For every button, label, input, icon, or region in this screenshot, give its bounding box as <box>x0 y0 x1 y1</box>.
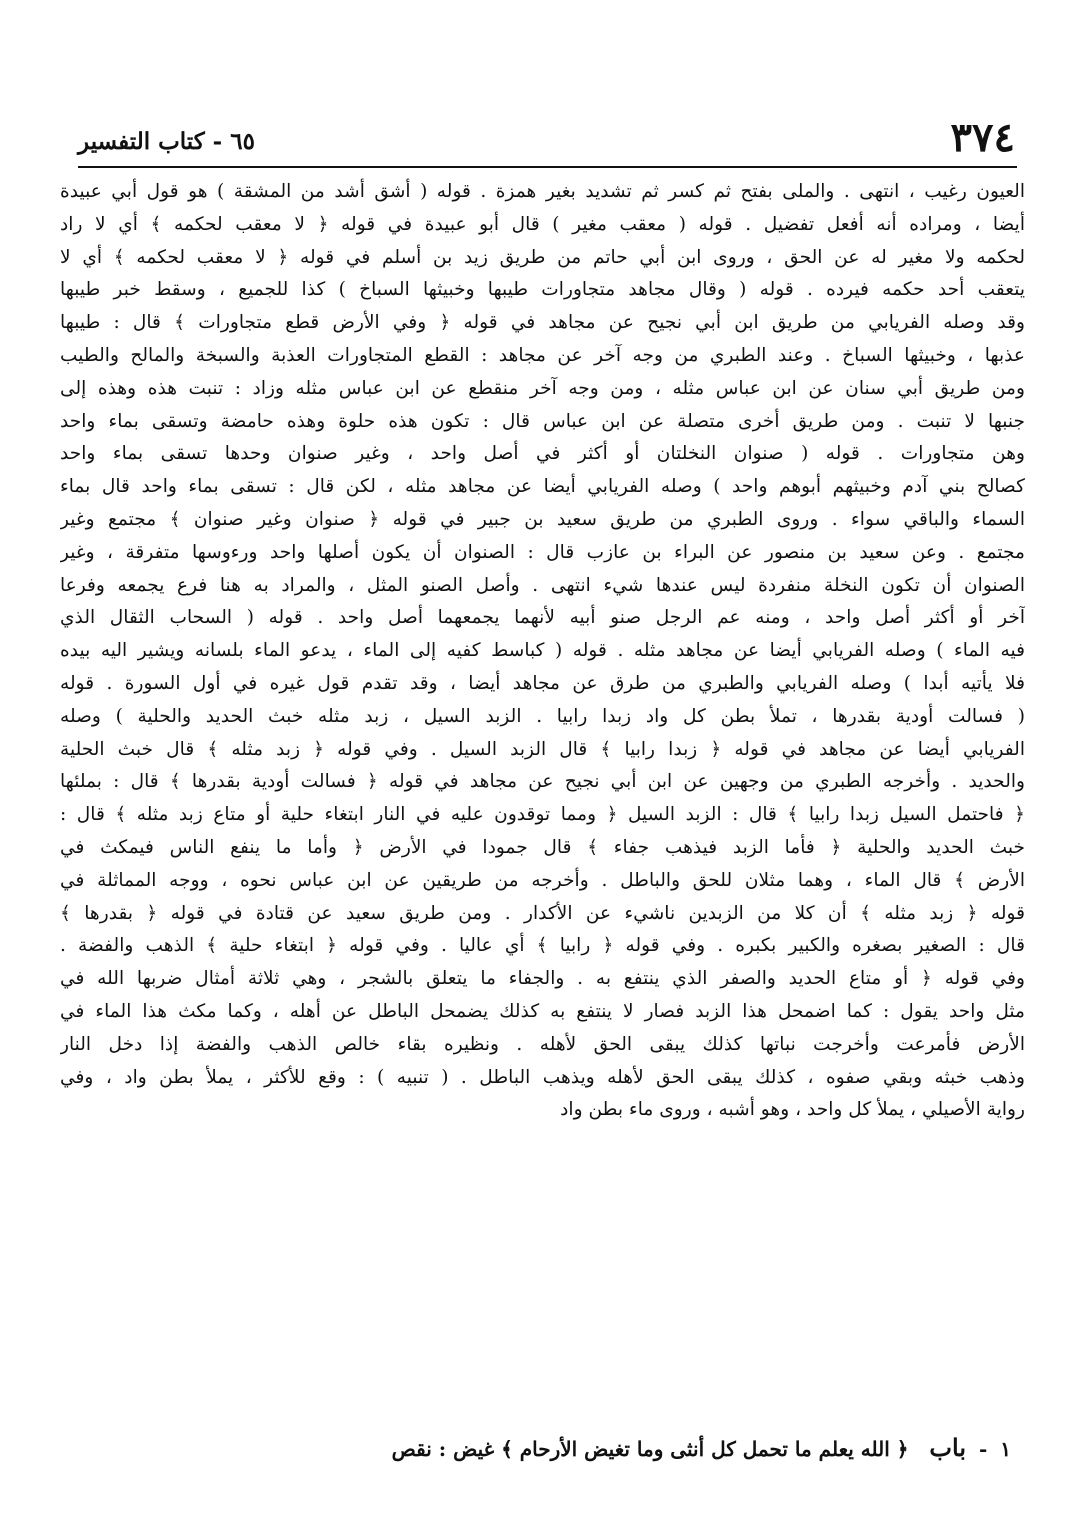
text-line: مجتمع . وعن سعيد بن منصور عن البراء بن عازب قال : الصنوان أن يكون أصلها واحد ورءوسها متفرقة ، وغير <box>60 541 1025 563</box>
header-rule <box>78 166 1017 168</box>
text-line: لحكمه ولا مغير له عن الحق ، وروى ابن أبي حاتم من طريق زيد بن أسلم في قوله ﴿ لا معقب لحكمه ﴾ أي لا <box>60 246 1025 268</box>
text-line: مثل واحد يقول : كما اضمحل هذا الزبد فصار لا ينتفع به كذلك يضمحل الباطل عن أهله ، وكما مكث هذا الماء في <box>60 1000 1025 1022</box>
text-line: جنبها لا تنبت . ومن طريق أخرى متصلة عن ابن عباس قال : تكون هذه حلوة وهذه حامضة وتسقى بماء واحد <box>60 410 1025 432</box>
text-line: خبث الحديد والحلية ﴿ فأما الزبد فيذهب جفاء ﴾ قال جمودا في الأرض ﴿ وأما ما ينفع الناس فيمكث في <box>60 836 1025 858</box>
running-title: ٦٥ - كتاب التفسير <box>78 128 255 155</box>
text-line: يتعقب أحد حكمه فيرده . قوله ( وقال مجاهد متجاورات طيبها وخبيثها السباخ ) كذا للجميع ، وسقط خبر طيبها <box>60 279 1025 301</box>
text-line: وذهب خبثه وبقي صفوه ، كذلك يبقى الحق لأهله ويذهب الباطل . ( تنبيه ) : وقع للأكثر ، يملأ بطن واد ، وفي <box>60 1066 1025 1088</box>
text-line: ﴿ فاحتمل السيل زبدا رابيا ﴾ قال : الزبد السيل ﴿ ومما توقدون عليه في النار ابتغاء حلية أو متاع زبد مثله ﴾ قال : <box>60 804 1025 826</box>
page-header <box>60 100 1025 172</box>
text-line: العيون رغيب ، انتهى . والملى بفتح ثم كسر ثم تشديد بغير همزة . قوله ( أشق أشد من المشقة ) هو قول أبي عبيدة <box>60 181 1025 202</box>
chapter-verse: ﴿ الله يعلم ما تحمل كل أنثى وما تغيض الأرحام ﴾ <box>501 1437 909 1461</box>
text-line: والحديد . وأخرجه الطبري من وجهين عن ابن أبي نجيح عن مجاهد في قوله ﴿ فسالت أودية بقدرها ﴾ قال : بملئها <box>60 771 1025 793</box>
text-line: وهن متجاورات . قوله ( صنوان النخلتان أو أكثر في أصل واحد ، وغير صنوان وحدها تسقى بماء واحد <box>60 443 1025 465</box>
text-line: رواية الأصيلي ، يملأ كل واحد ، وهو أشبه ، وروى ماء بطن واد <box>560 1099 1025 1121</box>
page-number: ٣٧٤ <box>950 114 1015 161</box>
text-line: فيه الماء ) وصله الفريابي أيضا عن مجاهد مثله . قوله ( كباسط كفيه إلى الماء ، يدعو الماء بلسانه ويشير اليه بيده <box>60 640 1025 662</box>
chapter-dash: - <box>978 1437 988 1461</box>
chapter-label: باب <box>929 1433 966 1462</box>
commentary-body <box>60 176 1025 1127</box>
text-line: الصنوان أن تكون النخلة منفردة ليس عندها شيء انتهى . وأصل الصنو المثل ، والمراد به هنا فرع يجمعه وفرعا <box>60 574 1025 596</box>
chapter-gloss: غيض : نقص <box>391 1437 495 1461</box>
text-line: وفي قوله ﴿ أو متاع الحديد والصفر الذي ينتفع به . والجفاء ما يتعلق بالشجر ، وهي ثلاثة أمثال ضربها الله في <box>60 968 1025 990</box>
text-line: الأرض فأمرعت وأخرجت نباتها كذلك يبقى الحق لأهله . ونظيره بقاء خالص الذهب والفضة إذا دخل النار <box>60 1033 1025 1055</box>
text-line: كصالح بني آدم وخبيثهم أبوهم واحد ) وصله الفريابي أيضا عن مجاهد مثله ، لكن قال : تسقى بماء واحد قال بماء <box>60 476 1025 498</box>
text-line: قال : الصغير بصغره والكبير بكبره . وفي قوله ﴿ رابيا ﴾ أي عاليا . وفي قوله ﴿ ابتغاء حلية ﴾ الذهب والفضة . <box>60 935 1025 957</box>
text-line: ومن طريق أبي سنان عن ابن عباس مثله ، ومن وجه آخر منقطع عن ابن عباس مثله وزاد : تنبت هذه وهذه إلى <box>60 377 1025 399</box>
text-line: وقد وصله الفريابي من طريق ابن أبي نجيح عن مجاهد في قوله ﴿ وفي الأرض قطع متجاورات ﴾ قال : طيبها <box>60 312 1025 334</box>
text-line: عذبها ، وخبيثها السباخ . وعند الطبري من وجه آخر عن مجاهد : القطع المتجاورات العذبة والسبخة والمالح والطيب <box>60 344 1025 366</box>
book-page <box>60 100 1025 1510</box>
text-line: ( فسالت أودية بقدرها ، تملأ بطن كل واد زبدا رابيا . الزبد السيل ، زبد مثله خبث الحديد والحلية ) وصله <box>60 705 1025 727</box>
text-line: آخر أو أكثر أصل واحد ، ومنه عم الرجل صنو أبيه لأنهما يجمعهما أصل واحد . قوله ( السحاب الثقال الذي <box>60 607 1025 629</box>
text-line: فلا يأتيه أبدا ) وصله الفريابي والطبري من طرق عن مجاهد أيضا ، وقد تقدم قول غيره في أول السورة . قوله <box>60 672 1025 694</box>
text-line: قوله ﴿ زبد مثله ﴾ أن كلا من الزبدين ناشيء عن الأكدار . ومن طريق سعيد عن قتادة في قوله ﴿ بقدرها ﴾ <box>60 902 1025 924</box>
chapter-number: ١ <box>1000 1437 1011 1461</box>
text-line: السماء والباقي سواء . وروى الطبري من طريق سعيد بن جبير في قوله ﴿ صنوان وغير صنوان ﴾ مجتمع وغير <box>60 508 1025 530</box>
text-line: الفريابي أيضا عن مجاهد في قوله ﴿ زبدا رابيا ﴾ قال الزبد السيل . وفي قوله ﴿ زبد مثله ﴾ قال خبث الحلية <box>60 738 1025 760</box>
chapter-heading <box>170 1433 1011 1462</box>
text-line: أيضا ، ومراده أنه أفعل تفضيل . قوله ( معقب مغير ) قال أبو عبيدة في قوله ﴿ لا معقب لحكمه ﴾ أي لا راد <box>60 213 1025 235</box>
text-line: الأرض ﴾ قال الماء ، وهما مثلان للحق والباطل . وأخرجه من طريقين عن ابن عباس نحوه ، ووجه المماثلة في <box>60 869 1025 891</box>
